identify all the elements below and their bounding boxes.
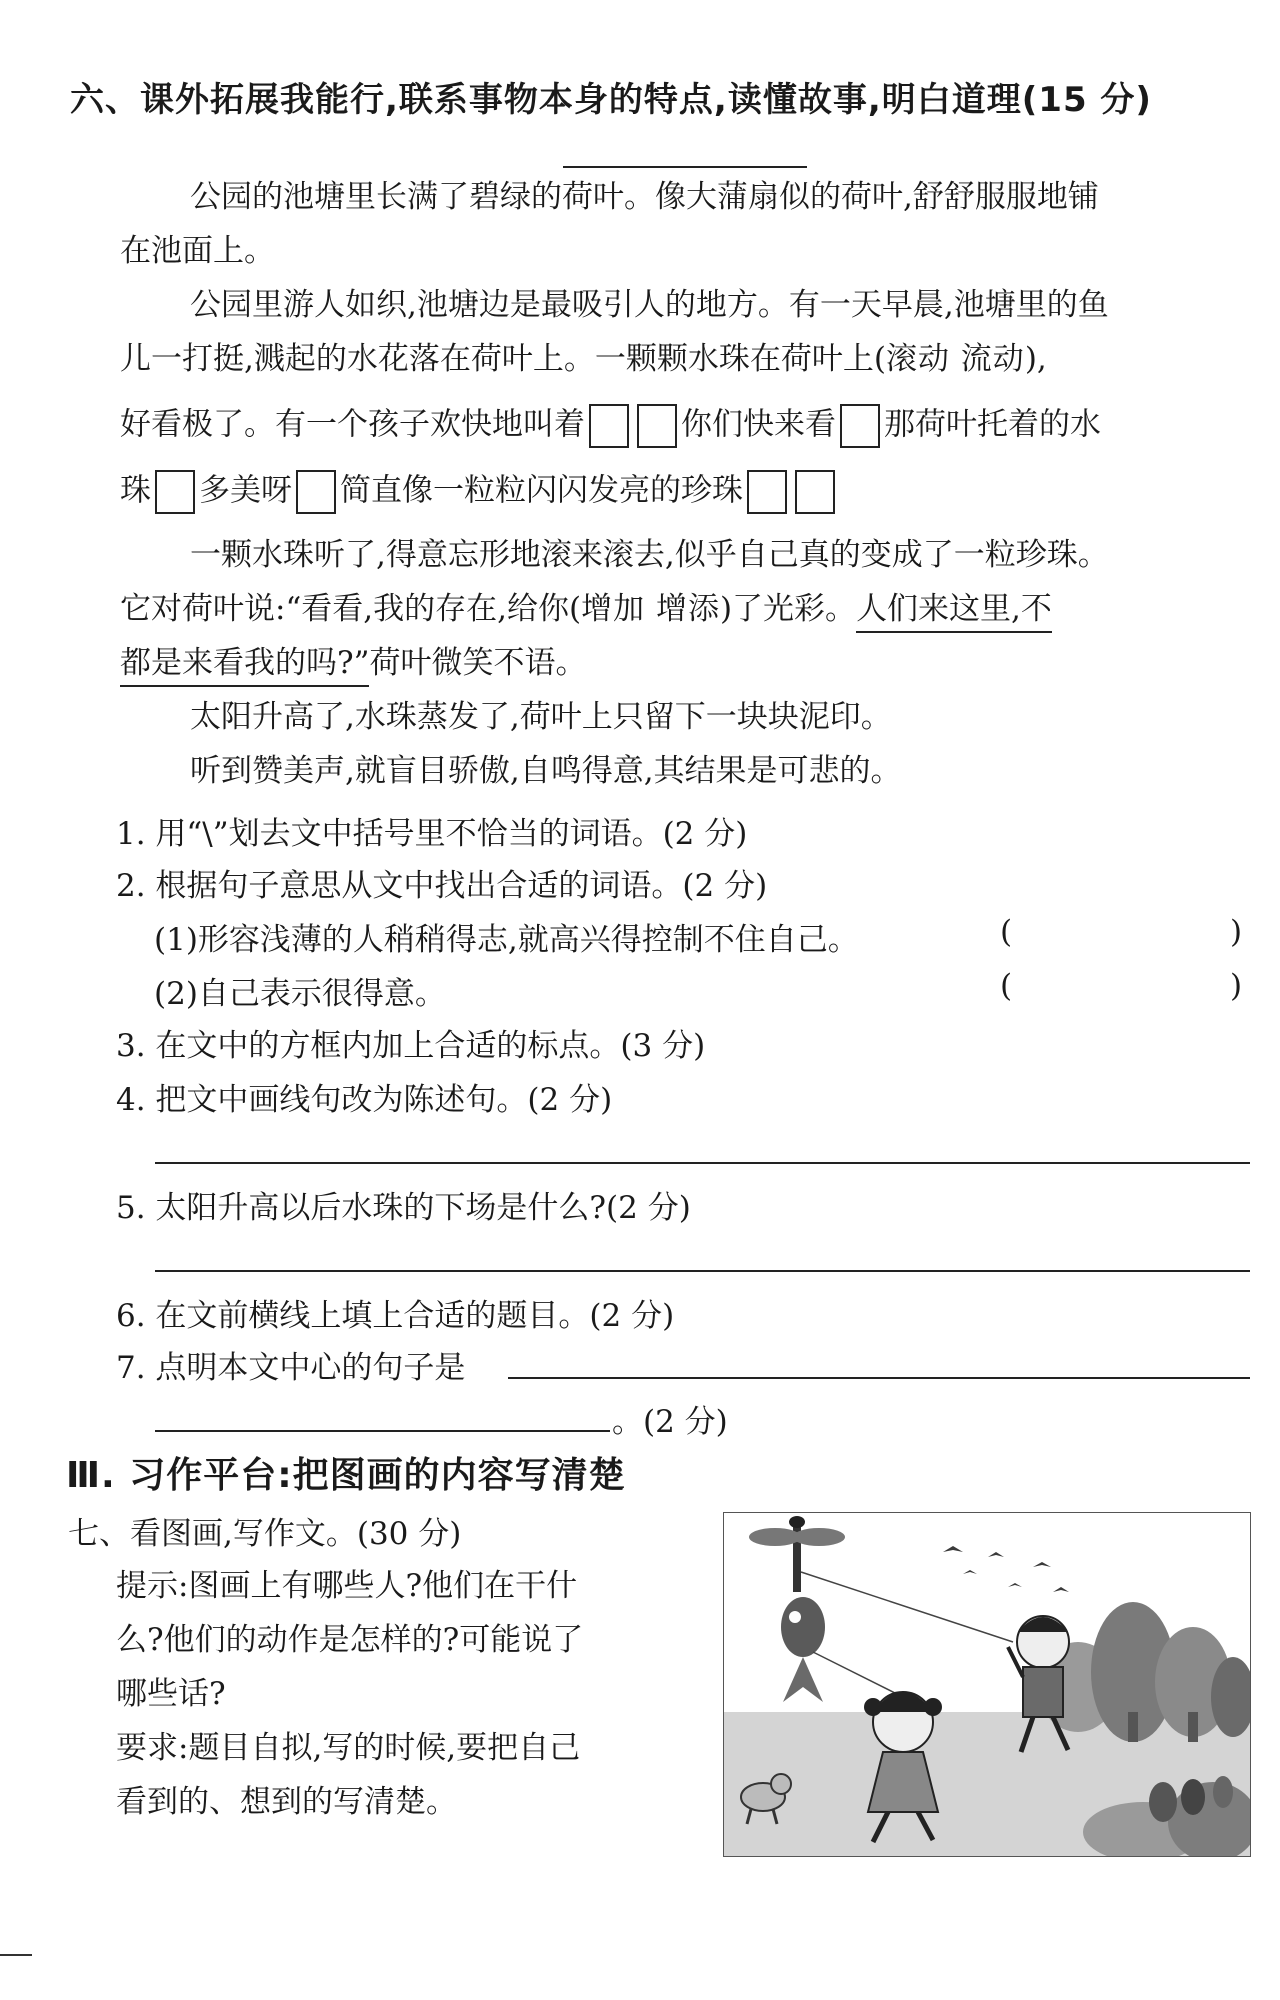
passage-line — [120, 470, 1250, 514]
question-6: 6. 在文前横线上填上合适的题目。(2 分) — [116, 1298, 675, 1334]
passage-line — [120, 233, 1250, 269]
requirement-line: 要求:题目自拟,写的时候,要把自己 — [116, 1730, 581, 1766]
passage-line — [120, 341, 1250, 377]
answer-paren-open[interactable]: ( — [1000, 914, 1013, 950]
passage-text: )了光彩。 — [719, 591, 857, 627]
passage-line — [120, 699, 1250, 735]
passage-line — [120, 753, 1250, 789]
passage-line — [120, 404, 1250, 448]
passage-text: 多美呀 — [199, 472, 292, 509]
question-1: 1. 用“\”划去文中括号里不恰当的词语。(2 分) — [116, 816, 748, 852]
punctuation-box[interactable] — [747, 470, 787, 514]
passage-text: ), — [1024, 341, 1047, 377]
punctuation-box[interactable] — [589, 404, 629, 448]
question-5: 5. 太阳升高以后水珠的下场是什么?(2 分) — [116, 1190, 691, 1226]
passage-text: 儿一打挺,溅起的水花落在荷叶上。一颗颗水珠在荷叶上( — [120, 341, 886, 377]
passage-line — [120, 179, 1250, 215]
question-7-tail: 。(2 分) — [612, 1404, 728, 1440]
passage-text: 在池面上。 — [120, 233, 275, 269]
punctuation-box[interactable] — [840, 404, 880, 448]
passage-line — [120, 591, 1250, 627]
passage-text: 公园里游人如织,池塘边是最吸引人的地方。有一天早晨,池塘里的鱼 — [190, 287, 1109, 323]
answer-line-5[interactable] — [155, 1270, 1250, 1272]
question-2-2: (2)自己表示很得意。 — [154, 976, 446, 1012]
question-4: 4. 把文中画线句改为陈述句。(2 分) — [116, 1082, 613, 1118]
answer-paren-close[interactable]: ) — [1230, 968, 1243, 1004]
question-2: 2. 根据句子意思从文中找出合适的词语。(2 分) — [116, 868, 768, 904]
passage-line — [120, 645, 1250, 681]
word-choice-1[interactable]: 滚动 流动 — [885, 341, 1025, 377]
passage-text: 你们快来看 — [681, 406, 836, 443]
passage-text: 它对荷叶说:“看看,我的存在,给你( — [120, 591, 582, 627]
hint-line: 哪些话? — [116, 1676, 226, 1712]
underlined-sentence: 人们来这里,不 — [856, 591, 1052, 633]
requirement-line: 看到的、想到的写清楚。 — [116, 1784, 457, 1820]
passage-text: 一颗水珠听了,得意忘形地滚来滚去,似乎自己真的变成了一粒珍珠。 — [190, 537, 1109, 573]
punctuation-box[interactable] — [795, 470, 835, 514]
punctuation-box[interactable] — [296, 470, 336, 514]
hint-line: 么?他们的动作是怎样的?可能说了 — [116, 1622, 584, 1658]
passage-text: 珠 — [120, 472, 151, 509]
passage-text: 荷叶微笑不语。 — [369, 645, 587, 681]
answer-line-7b[interactable] — [155, 1430, 610, 1432]
answer-line-7a[interactable] — [508, 1377, 1250, 1379]
answer-line-4[interactable] — [155, 1162, 1250, 1164]
section-6-title: 六、课外拓展我能行,联系事物本身的特点,读懂故事,明白道理(15 分) — [70, 80, 1152, 120]
passage-text: 公园的池塘里长满了碧绿的荷叶。像大蒲扇似的荷叶,舒舒服服地铺 — [190, 179, 1099, 215]
passage-text: 好看极了。有一个孩子欢快地叫着 — [120, 406, 585, 443]
passage-line — [120, 287, 1250, 323]
passage-text: 简直像一粒粒闪闪发亮的珍珠 — [340, 472, 743, 509]
answer-paren-close[interactable]: ) — [1230, 914, 1243, 950]
question-7: 7. 点明本文中心的句子是 — [116, 1350, 466, 1386]
question-3: 3. 在文中的方框内加上合适的标点。(3 分) — [116, 1028, 706, 1064]
punctuation-box[interactable] — [155, 470, 195, 514]
punctuation-box[interactable] — [637, 404, 677, 448]
part-3-title: Ⅲ. 习作平台:把图画的内容写清楚 — [66, 1455, 626, 1496]
underlined-sentence: 都是来看我的吗?” — [120, 645, 369, 687]
page-corner-mark — [0, 1954, 32, 1956]
passage-text: 听到赞美声,就盲目骄傲,自鸣得意,其结果是可悲的。 — [190, 753, 902, 789]
question-7-heading: 七、看图画,写作文。(30 分) — [68, 1516, 462, 1552]
hint-line: 提示:图画上有哪些人?他们在干什 — [116, 1568, 578, 1604]
question-2-1: (1)形容浅薄的人稍稍得志,就高兴得控制不住自己。 — [154, 922, 859, 958]
answer-paren-open[interactable]: ( — [1000, 968, 1013, 1004]
passage-text: 那荷叶托着的水 — [884, 406, 1101, 443]
passage-line — [120, 537, 1250, 573]
passage-title-blank[interactable] — [563, 166, 807, 168]
children-flying-kite-illustration — [723, 1512, 1251, 1857]
passage-text: 太阳升高了,水珠蒸发了,荷叶上只留下一块块泥印。 — [190, 699, 892, 735]
word-choice-2[interactable]: 增加 增添 — [581, 591, 720, 627]
